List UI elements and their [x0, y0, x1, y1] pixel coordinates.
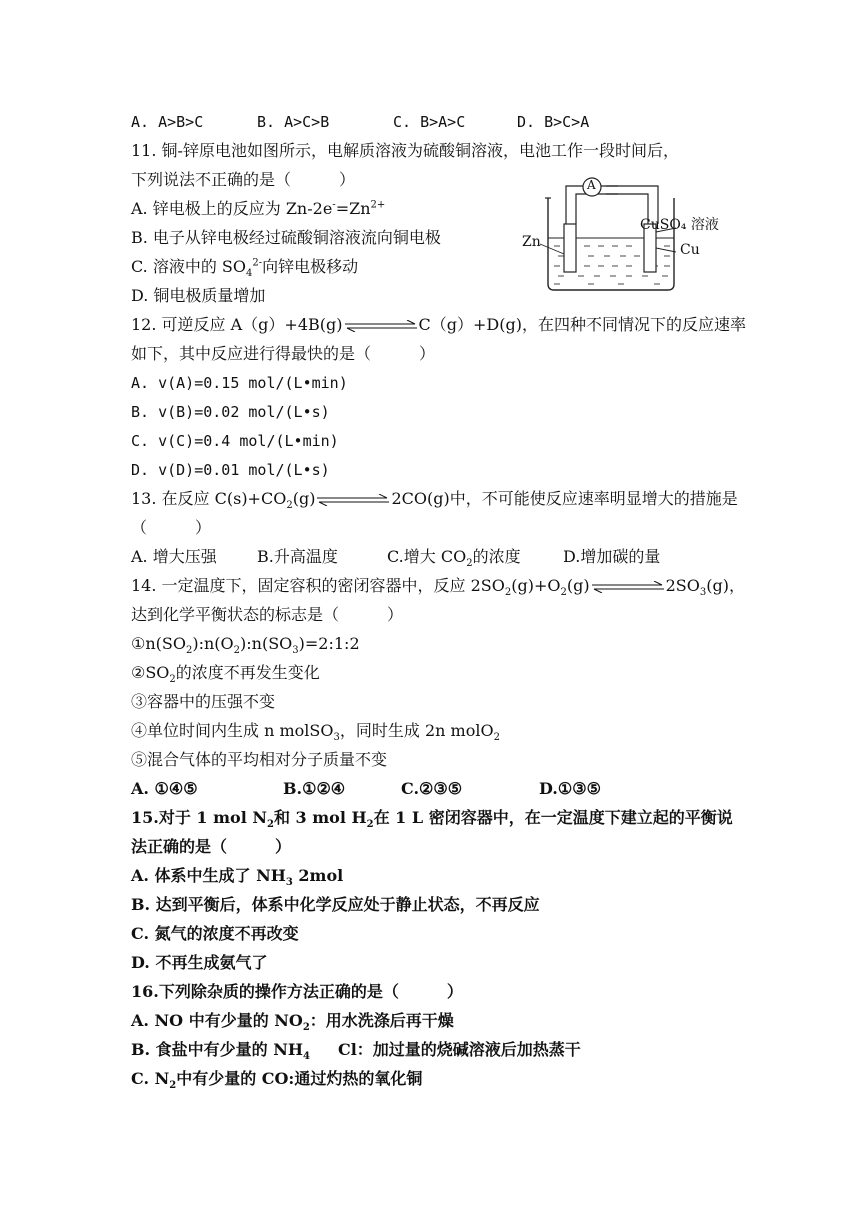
- q14-item-5: ⑤混合气体的平均相对分子质量不变: [131, 750, 388, 769]
- q10-option-b: B. A>C>B: [257, 113, 330, 131]
- q14-stem-post: 2SO: [665, 576, 700, 595]
- q16-c-post: 中有少量的 CO:通过灼热的氧化铜: [176, 1069, 423, 1088]
- q12-stem-line1: [131, 314, 746, 336]
- q16-b-pre: B. 食盐中有少量的 NH: [131, 1040, 303, 1059]
- q11-option-a: [131, 198, 385, 220]
- q16-a-post: ：用水洗涤后再干燥: [309, 1011, 454, 1030]
- q14-i4-mid: ，同时生成 2n molO: [339, 721, 494, 740]
- galvanic-cell-figure: [518, 172, 733, 294]
- q11-a-mid: =Zn: [335, 199, 371, 218]
- q15-option-a: [131, 865, 343, 887]
- q14-i4-pre: ④单位时间内生成 n molSO: [131, 721, 334, 740]
- q10-option-d: D. B>C>A: [517, 113, 590, 131]
- q16-option-c: [131, 1068, 422, 1090]
- q14-sub: 2: [169, 674, 176, 686]
- q14-sub: 2: [185, 645, 193, 657]
- q15-stem-line1: [131, 807, 733, 829]
- q14-sub: 3: [292, 645, 299, 657]
- zn-label: Zn: [522, 234, 541, 250]
- q11-stem-line2: 下列说法不正确的是（ ）: [131, 170, 356, 189]
- q12-option-d: D. v(D)=0.01 mol/(L•s): [131, 461, 330, 479]
- equilibrium-arrow-icon: [345, 320, 417, 332]
- q14-option-c: C.②③⑤: [401, 779, 463, 798]
- q15-option-c: C. 氮气的浓度不再改变: [131, 924, 299, 943]
- q16-c-pre: C. N: [131, 1069, 170, 1088]
- q12-option-b: B. v(B)=0.02 mol/(L•s): [131, 403, 330, 421]
- q15-sub: 2: [366, 819, 374, 831]
- q14-item-2: [131, 662, 320, 684]
- q15-stem-mid: 和 3 mol H: [273, 808, 367, 827]
- q11-option-c: [131, 256, 358, 278]
- q13-stem-line1: [131, 488, 738, 510]
- q15-option-b: B. 达到平衡后，体系中化学反应处于静止状态，不再反应: [131, 895, 540, 914]
- q15-stem-line2: 法正确的是（ ）: [131, 837, 292, 856]
- equilibrium-arrow-icon: [592, 581, 664, 593]
- q12-stem-line2: 如下，其中反应进行得最快的是（ ）: [131, 344, 436, 363]
- q13-c-pre: C.增大 CO: [387, 547, 467, 566]
- q15-stem-post: 在 1 L 密闭容器中，在一定温度下建立起的平衡说: [373, 808, 733, 827]
- q13-option-d: D.增加碳的量: [563, 547, 661, 566]
- q14-stem-line1: [131, 575, 745, 597]
- q13-c-sub: 2: [466, 558, 473, 570]
- q16-b-sub: 4: [302, 1051, 310, 1063]
- q14-i1-b: ):n(SO: [240, 634, 293, 653]
- q11-a-text: A. 锌电极上的反应为 Zn-2e: [131, 199, 333, 218]
- q13-options: [131, 546, 660, 568]
- q14-sub: 2: [504, 587, 512, 599]
- q14-i1-pre: ①n(SO: [131, 634, 186, 653]
- q14-i2-post: 的浓度不再发生变化: [175, 663, 320, 682]
- q11-a-sup1: -: [332, 199, 336, 211]
- q13-stem-post: 2CO(g)中，不可能使反应速率明显增大的措施是: [391, 489, 738, 508]
- q14-option-d: D.①③⑤: [539, 779, 601, 798]
- q14-option-b: B.①②④: [283, 779, 346, 798]
- q10-options: [131, 111, 589, 133]
- q14-item-3: ③容器中的压强不变: [131, 692, 276, 711]
- q11-stem-line1: 11. 铜-锌原电池如图所示，电解质溶液为硫酸铜溶液，电池工作一段时间后，: [131, 141, 679, 160]
- q14-i2-pre: ②SO: [131, 663, 170, 682]
- q12-option-a: A. v(A)=0.15 mol/(L•min): [131, 374, 348, 392]
- q14-options: [131, 778, 601, 800]
- q14-i1-c: )=2:1:2: [298, 634, 360, 653]
- q11-c-post: 向锌电极移动: [262, 257, 359, 276]
- q16-a-pre: A. NO 中有少量的 NO: [131, 1011, 303, 1030]
- q16-c-sub: 2: [169, 1080, 177, 1092]
- q13-stem-line2: （ ）: [131, 518, 212, 537]
- q11-option-b: B. 电子从锌电极经过硫酸铜溶液流向铜电极: [131, 228, 441, 247]
- q11-c-sub: 4: [246, 268, 253, 280]
- q14-item-4: [131, 720, 500, 742]
- q15-sub: 2: [267, 819, 274, 831]
- q11-option-d: D. 铜电极质量增加: [131, 286, 266, 305]
- q11-a-sup2: 2+: [370, 199, 386, 211]
- q14-sub: 3: [699, 587, 707, 599]
- q10-option-a: A. A>B>C: [131, 113, 204, 131]
- cuso4-solution-label: CuSO₄ 溶液: [640, 217, 719, 233]
- q13-option-c: [387, 546, 563, 568]
- q14-stem-line2: 达到化学平衡状态的标志是（ ）: [131, 605, 404, 624]
- q14-stem-pre: 14. 一定温度下，固定容积的密闭容器中，反应 2SO: [131, 576, 505, 595]
- q11-c-sup: 2-: [252, 257, 263, 269]
- q11-c-text: C. 溶液中的 SO: [131, 257, 247, 276]
- q15-a-pre: A. 体系中生成了 NH: [131, 866, 286, 885]
- q13-stem-pre: 13. 在反应 C(s)+CO: [131, 489, 287, 508]
- q16-stem: 16.下列除杂质的操作方法正确的是（ ）: [131, 982, 463, 1001]
- q16-b-post: Cl：加过量的烧碱溶液后加热蒸干: [337, 1040, 581, 1059]
- q16-option-b: [131, 1039, 581, 1061]
- q12-stem-pre: 12. 可逆反应 A（g）+4B(g): [131, 315, 343, 334]
- q14-stem-mid: (g)+O: [511, 576, 561, 595]
- q14-option-a: A. ①④⑤: [131, 779, 198, 798]
- q15-a-post: 2mol: [292, 866, 344, 885]
- q13-c-post: 的浓度: [472, 547, 521, 566]
- q13-stem-mid: (g): [292, 489, 316, 508]
- q15-stem-pre: 15.对于 1 mol N: [131, 808, 267, 827]
- cu-label: Cu: [680, 242, 700, 258]
- q14-item-1: [131, 633, 360, 655]
- q14-sub: 2: [560, 587, 567, 599]
- q14-sub: 3: [333, 732, 340, 744]
- q14-sub: 2: [233, 645, 241, 657]
- q10-option-c: C. B>A>C: [393, 113, 466, 131]
- q14-i1-a: ):n(O: [192, 634, 234, 653]
- q12-option-c: C. v(C)=0.4 mol/(L•min): [131, 432, 339, 450]
- q13-stem-sub: 2: [286, 500, 293, 512]
- q16-a-sub: 2: [302, 1022, 310, 1034]
- q14-sub: 2: [493, 732, 500, 744]
- q13-option-b: B.升高温度: [257, 547, 338, 566]
- q15-a-sub: 3: [285, 877, 293, 889]
- q12-stem-post: C（g）+D(g)，在四种不同情况下的反应速率: [418, 315, 746, 334]
- q16-option-a: [131, 1010, 454, 1032]
- q15-option-d: D. 不再生成氨气了: [131, 953, 268, 972]
- q13-option-a: A. 增大压强: [131, 547, 217, 566]
- q14-stem-mid2: (g): [566, 576, 590, 595]
- equilibrium-arrow-icon: [317, 494, 389, 506]
- q14-stem-end: (g)，: [706, 576, 745, 595]
- ammeter-label: A: [587, 178, 596, 192]
